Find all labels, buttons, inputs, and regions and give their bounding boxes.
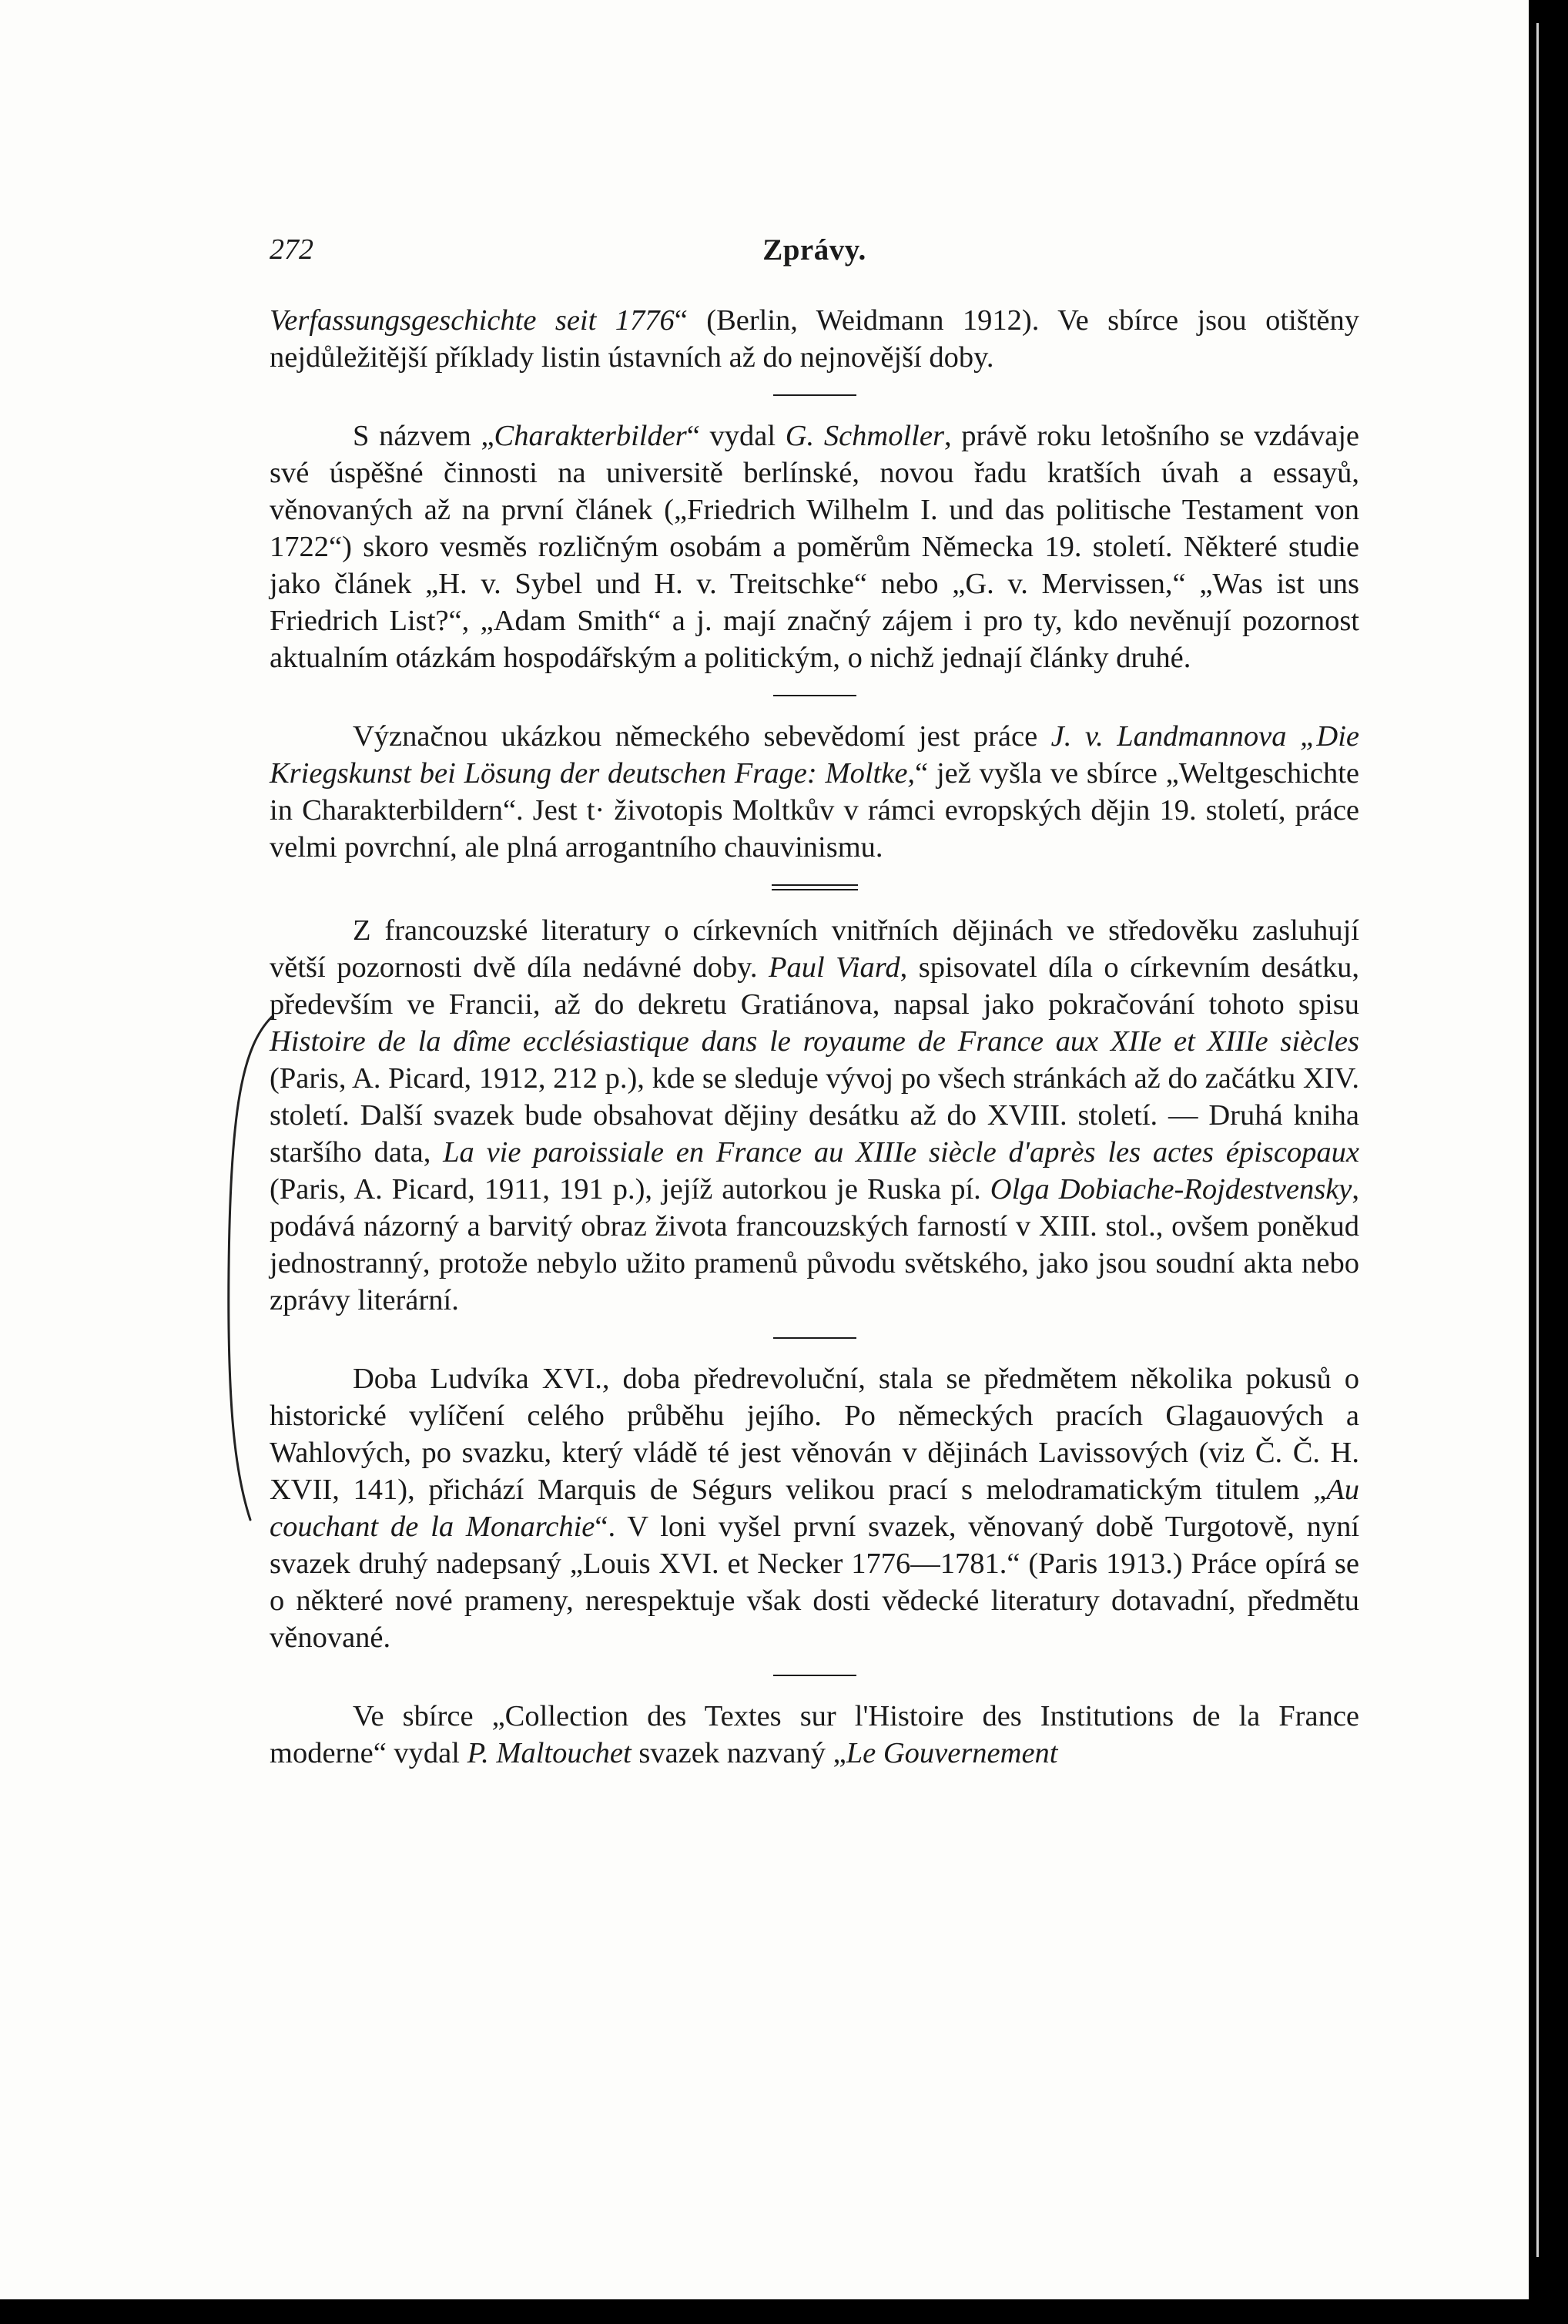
paragraph-text: “ vydal: [686, 420, 786, 452]
paragraph-text: svazek nazvaný „: [631, 1737, 846, 1769]
italic-text: Verfassungsgeschichte seit 1776: [270, 304, 675, 337]
author-name: G. Schmoller: [785, 420, 944, 452]
paragraph-1: [270, 302, 1359, 376]
paragraph-text: “. V loni vyšel první svazek, věnovaný době Turgotově, nyní svazek druhý nadepsaný „Louis XVI. et Necker 1776—1781.“ (Paris 1913.) Práce opírá se o některé nové prameny, nerespektuje však dosti vědecké literatury dotavadní, předmětu věnované.: [270, 1511, 1360, 1654]
section-separator: [772, 884, 858, 890]
section-separator: [773, 1675, 856, 1676]
paragraph-text: , právě roku letošního se vzdávaje své úspěšné činnosti na universitě berlínské, novou řadu kratších úvah a essayů, věnovaných až na první článek („Friedrich Wilhelm I. und das politische Testament von 1722“) skoro vesměs rozličným osobám a poměrům Německa 19. století. Některé studie jako článek „H. v. Sybel und H. v. Treitschke“ nebo „G. v. Mervissen,“ „Was ist uns Friedrich List?“, „Adam Smith“ a j. mají značný zájem i pro ty, kdo nevěnují pozornost aktualním otázkám hospodářským a politickým, o nichž jednají články druhé.: [270, 420, 1359, 674]
author-name: Olga Dobiache-Rojdestvensky: [990, 1173, 1352, 1206]
paragraph-text: Význačnou ukázkou německého sebevědomí jest práce: [353, 720, 1051, 753]
section-separator: [773, 695, 856, 696]
section-separator: [773, 394, 856, 396]
paragraph-5: [270, 1360, 1359, 1656]
paragraph-text: (Paris, A. Picard, 1911, 191 p.), jejíž autorkou je Ruska pí.: [270, 1173, 990, 1206]
section-separator: [773, 1337, 856, 1339]
paragraph-text: Z francouzské literatury o církevních vnitřních dějinách ve středověku zasluhují větší pozornosti dvě díla nedávné doby.: [270, 914, 1359, 984]
page-header: [270, 233, 1359, 279]
italic-text: Histoire de la dîme ecclésiastique dans le royaume de France aux XIIe et XIIIe siècles: [270, 1025, 1359, 1058]
paragraph-4: [270, 912, 1359, 1319]
italic-text: La vie paroissiale en France au XIIIe siècle d'après les actes épiscopaux: [443, 1136, 1360, 1169]
paragraph-text: “ jež vyšla ve sbírce „Weltgeschichte in Charakterbildern“. Jest t· životopis Moltkův v rámci evropských dějin 19. století, práce velmi povrchní, ale plná arrogantního chauvinismu.: [270, 757, 1359, 864]
italic-text: Charakterbilder: [494, 420, 687, 452]
author-name: Paul Viard: [768, 951, 900, 984]
paragraph-text: (Paris, A. Picard, 1912, 212 p.), kde se sleduje vývoj po všech stránkách až do začátku XIV. století. Další svazek bude obsahovat dějiny desátku až do XVIII. století. — Druhá kniha staršího data,: [270, 1062, 1359, 1169]
paragraph-3: [270, 718, 1359, 866]
paragraph-6: [270, 1698, 1359, 1772]
paragraph-text: “ (Berlin, Weidmann 1912). Ve sbírce jsou otištěny nejdůležitější příklady listin ústavních až do nejnovější doby.: [270, 304, 1359, 374]
paragraph-text: Ve sbírce „Collection des Textes sur l'Histoire des Institutions de la France moderne“ vydal: [270, 1700, 1359, 1769]
author-name: P. Maltouchet: [467, 1737, 632, 1769]
page-number: 272: [270, 233, 313, 266]
paragraph-text: , podává názorný a barvitý obraz života francouzských farností v XIII. stol., ovšem poněkud jednostranný, protože nebylo užito pramenů původu světského, jako jsou soudní akta nebo zprávy literární.: [270, 1173, 1359, 1316]
paragraph-text: Doba Ludvíka XVI., doba předrevoluční, stala se předmětem několika pokusů o historické vylíčení celého průběhu jejího. Po německých pracích Glagauových a Wahlových, po svazku, který vládě té jest věnován v dějinách Lavissových (viz Č. Č. H. XVII, 141), přichází Marquis de Ségurs velikou prací s melodramatickým titulem „: [270, 1363, 1359, 1506]
italic-text: J. v. Landmannova „Die Kriegskunst bei Lösung der deutschen Frage: Moltke,: [270, 720, 1360, 790]
italic-text: Au couchant de la Monarchie: [270, 1474, 1359, 1543]
scan-edge-line: [1536, 23, 1539, 2257]
italic-text: Le Gouvernement: [846, 1737, 1058, 1769]
paragraph-text: , spisovatel díla o církevním desátku, především ve Francii, až do dekretu Gratiánova, napsal jako pokračování tohoto spisu: [270, 951, 1359, 1021]
running-head: Zprávy.: [762, 233, 866, 267]
page-body: [270, 302, 1359, 1772]
handwritten-bracket-mark: [219, 1015, 273, 1524]
paragraph-text: S názvem „: [353, 420, 494, 452]
paragraph-2: [270, 418, 1359, 676]
